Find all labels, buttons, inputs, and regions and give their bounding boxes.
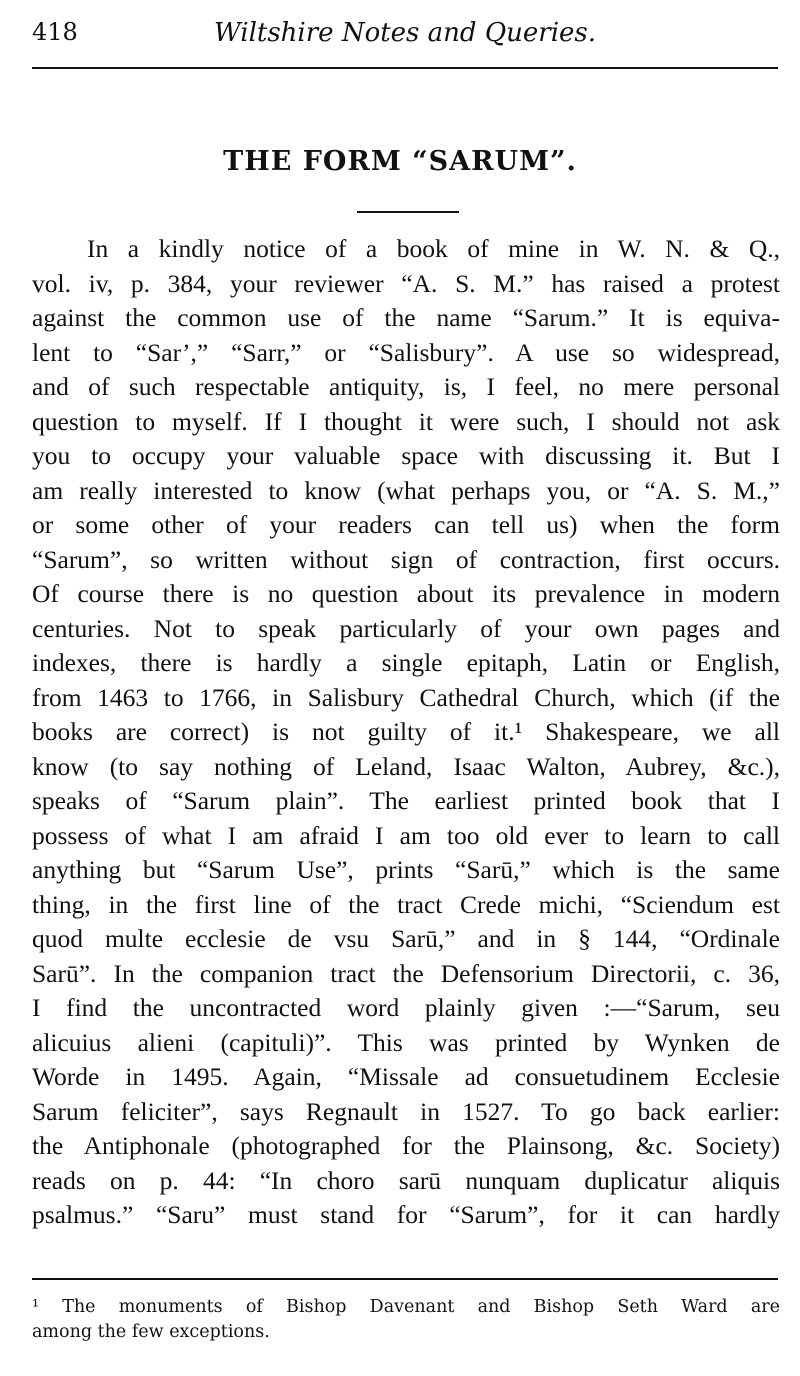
body-line: vol. iv, p. 384, your reviewer “A. S. M.” has raised a protest [32,268,780,298]
body-line: centuries. Not to speak particularly of your own pages and [32,613,780,643]
body-line: psalmus.” “Saru” must stand for “Sarum”, for it can hardly [32,1200,780,1229]
page-number: 418 [32,18,78,46]
body-line: Sarum feliciter”, says Regnault in 1527. To go back earlier: [32,1096,780,1126]
body-line: alicuius alieni (capituli)”. This was printed by Wynken de [32,1027,780,1057]
body-line: quod multe ecclesie de vsu Sarū,” and in § 144, “Ordinale [32,924,780,953]
body-line: anything but “Sarum Use”, prints “Sarū,” which is the same [32,855,780,884]
body-line: “Sarum”, so written without sign of contraction, first occurs. [32,544,780,574]
body-line: question to myself. If I thought it were such, I should not ask [32,406,780,436]
footnote-line: among the few exceptions. [32,1322,270,1342]
body-line: against the common use of the name “Sarum.” It is equiva- [32,303,780,332]
body-line: books are correct) is not guilty of it.¹ Shakespeare, we all [32,717,780,746]
footnote-rule [32,1278,778,1280]
footnote [32,1295,780,1345]
body-line: the Antiphonale (photographed for the Plainsong, &c. Society) [32,1131,780,1160]
body-line: and of such respectable antiquity, is, I feel, no mere personal [32,372,780,401]
body-line: from 1463 to 1766, in Salisbury Cathedral Church, which (if the [32,682,780,712]
body-line: Sarū”. In the companion tract the Defensorium Directorii, c. 36, [32,958,780,988]
body-line: In a kindly notice of a book of mine in W. N. & Q., [87,234,780,263]
page-header [32,18,778,54]
body-line: possess of what I am afraid I am too old ever to learn to call [32,820,780,850]
body-line: or some other of your readers can tell us) when the form [32,510,780,539]
title-rule [357,211,459,213]
body-line: thing, in the first line of the tract Crede michi, “Sciendum est [32,889,780,919]
footnote-line: ¹ The monuments of Bishop Davenant and Bishop Seth Ward are [32,1297,780,1317]
article-body [32,232,780,1233]
body-line: reads on p. 44: “In choro sarū nunquam duplicatur aliquis [32,1165,780,1195]
body-line: lent to “Sar’,” “Sarr,” or “Salisbury”. A use so widespread, [32,337,780,367]
body-line: am really interested to know (what perhaps you, or “A. S. M.,” [32,475,780,505]
body-line: know (to say nothing of Leland, Isaac Walton, Aubrey, &c.), [32,751,780,781]
body-line: Worde in 1495. Again, “Missale ad consuetudinem Ecclesie [32,1062,780,1091]
body-line: indexes, there is hardly a single epitaph, Latin or English, [32,648,780,677]
article-title: THE FORM “SARUM”. [223,146,577,177]
body-line: speaks of “Sarum plain”. The earliest printed book that I [32,786,780,815]
body-line: you to occupy your valuable space with discussing it. But I [32,441,780,470]
body-line: I find the uncontracted word plainly given :—“Sarum, seu [32,993,780,1022]
body-line: Of course there is no question about its prevalence in modern [32,579,780,608]
running-head: Wiltshire Notes and Queries. [213,18,596,48]
header-rule [32,67,778,69]
